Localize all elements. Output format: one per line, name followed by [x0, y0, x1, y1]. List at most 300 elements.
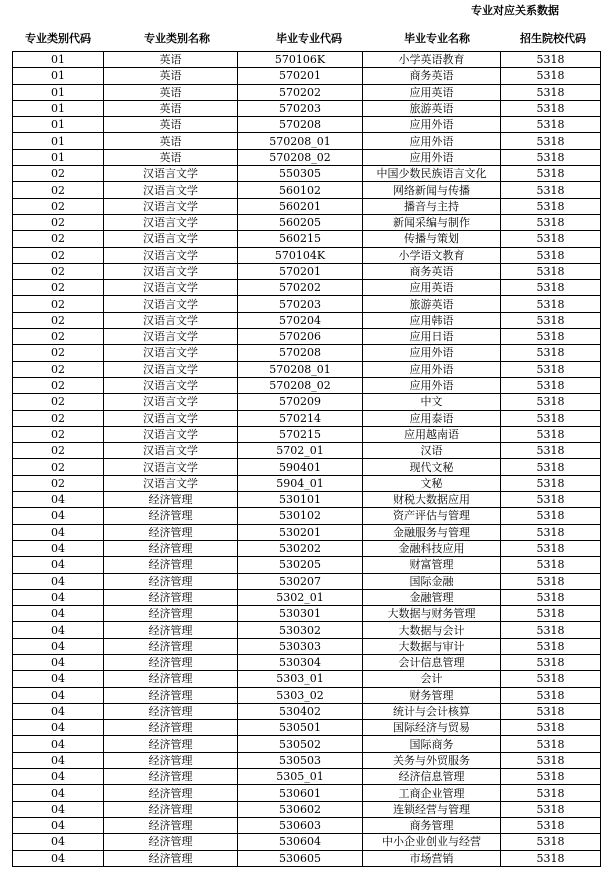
school-code-cell: 5318	[501, 606, 601, 622]
table-row	[13, 247, 601, 263]
school-code-cell: 5318	[501, 52, 601, 68]
school-code-cell: 5318	[501, 231, 601, 247]
major-name-cell: 旅游英语	[363, 296, 501, 312]
category-code-cell: 04	[13, 850, 104, 866]
major-name-cell: 财富管理	[363, 557, 501, 573]
category-code-cell: 04	[13, 817, 104, 833]
major-name-cell: 统计与会计核算	[363, 703, 501, 719]
school-code-cell: 5318	[501, 638, 601, 654]
table-row	[13, 329, 601, 345]
table-row	[13, 817, 601, 833]
category-code-cell: 01	[13, 149, 104, 165]
category-name-cell: 经济管理	[104, 801, 238, 817]
table-row	[13, 622, 601, 638]
school-code-cell: 5318	[501, 443, 601, 459]
school-code-cell: 5318	[501, 426, 601, 442]
category-name-cell: 经济管理	[104, 606, 238, 622]
major-code-cell: 530503	[238, 752, 363, 768]
category-name-cell: 经济管理	[104, 622, 238, 638]
category-code-cell: 04	[13, 508, 104, 524]
category-name-cell: 经济管理	[104, 638, 238, 654]
table-row	[13, 508, 601, 524]
category-name-cell: 汉语言文学	[104, 263, 238, 279]
category-code-cell: 02	[13, 394, 104, 410]
category-code-cell: 04	[13, 606, 104, 622]
table-row	[13, 263, 601, 279]
header-category-name: 专业类别名称	[144, 32, 210, 45]
category-name-cell: 汉语言文学	[104, 166, 238, 182]
major-name-cell: 商务英语	[363, 263, 501, 279]
category-name-cell: 英语	[104, 117, 238, 133]
major-name-cell: 大数据与财务管理	[363, 606, 501, 622]
table-row	[13, 720, 601, 736]
major-name-cell: 市场营销	[363, 850, 501, 866]
major-code-cell: 530202	[238, 540, 363, 556]
category-code-cell: 04	[13, 589, 104, 605]
category-name-cell: 汉语言文学	[104, 182, 238, 198]
category-code-cell: 04	[13, 540, 104, 556]
table-row	[13, 361, 601, 377]
major-code-cell: 570203	[238, 100, 363, 116]
category-name-cell: 英语	[104, 149, 238, 165]
major-name-cell: 商务英语	[363, 68, 501, 84]
major-name-cell: 汉语	[363, 443, 501, 459]
school-code-cell: 5318	[501, 475, 601, 491]
category-code-cell: 04	[13, 703, 104, 719]
major-code-cell: 530205	[238, 557, 363, 573]
table-row	[13, 149, 601, 165]
table-body	[13, 52, 601, 867]
major-code-cell: 5904_01	[238, 475, 363, 491]
table-row	[13, 850, 601, 866]
school-code-cell: 5318	[501, 345, 601, 361]
major-code-cell: 550305	[238, 166, 363, 182]
category-name-cell: 经济管理	[104, 850, 238, 866]
major-name-cell: 应用外语	[363, 149, 501, 165]
major-code-cell: 530102	[238, 508, 363, 524]
table-row	[13, 687, 601, 703]
major-name-cell: 大数据与审计	[363, 638, 501, 654]
category-name-cell: 经济管理	[104, 508, 238, 524]
major-code-cell: 530501	[238, 720, 363, 736]
major-code-cell: 530605	[238, 850, 363, 866]
category-code-cell: 04	[13, 687, 104, 703]
school-code-cell: 5318	[501, 720, 601, 736]
school-code-cell: 5318	[501, 133, 601, 149]
category-name-cell: 汉语言文学	[104, 394, 238, 410]
major-name-cell: 会计信息管理	[363, 654, 501, 670]
category-code-cell: 02	[13, 377, 104, 393]
category-name-cell: 汉语言文学	[104, 459, 238, 475]
major-name-cell: 应用外语	[363, 361, 501, 377]
school-code-cell: 5318	[501, 84, 601, 100]
school-code-cell: 5318	[501, 834, 601, 850]
school-code-cell: 5318	[501, 703, 601, 719]
major-name-cell: 应用外语	[363, 377, 501, 393]
major-code-cell: 570208	[238, 117, 363, 133]
category-code-cell: 02	[13, 475, 104, 491]
category-code-cell: 04	[13, 557, 104, 573]
table-row	[13, 117, 601, 133]
major-name-cell: 连锁经营与管理	[363, 801, 501, 817]
major-name-cell: 应用日语	[363, 329, 501, 345]
major-code-cell: 570203	[238, 296, 363, 312]
major-name-cell: 经济信息管理	[363, 769, 501, 785]
table-row	[13, 638, 601, 654]
major-name-cell: 财税大数据应用	[363, 492, 501, 508]
major-name-cell: 播音与主持	[363, 198, 501, 214]
major-code-cell: 570202	[238, 84, 363, 100]
table-row	[13, 231, 601, 247]
major-code-cell: 570106K	[238, 52, 363, 68]
table-row	[13, 198, 601, 214]
table-row	[13, 785, 601, 801]
table-row	[13, 312, 601, 328]
category-name-cell: 汉语言文学	[104, 410, 238, 426]
table-row	[13, 133, 601, 149]
category-code-cell: 04	[13, 671, 104, 687]
school-code-cell: 5318	[501, 394, 601, 410]
school-code-cell: 5318	[501, 785, 601, 801]
category-name-cell: 英语	[104, 84, 238, 100]
category-code-cell: 04	[13, 736, 104, 752]
school-code-cell: 5318	[501, 296, 601, 312]
table-row	[13, 573, 601, 589]
category-code-cell: 04	[13, 720, 104, 736]
category-code-cell: 01	[13, 117, 104, 133]
major-code-cell: 590401	[238, 459, 363, 475]
school-code-cell: 5318	[501, 492, 601, 508]
major-name-cell: 应用外语	[363, 133, 501, 149]
table-row	[13, 166, 601, 182]
category-code-cell: 02	[13, 345, 104, 361]
major-name-cell: 文秘	[363, 475, 501, 491]
category-name-cell: 经济管理	[104, 524, 238, 540]
category-name-cell: 汉语言文学	[104, 312, 238, 328]
major-code-cell: 530604	[238, 834, 363, 850]
school-code-cell: 5318	[501, 68, 601, 84]
table-row	[13, 606, 601, 622]
category-code-cell: 04	[13, 785, 104, 801]
major-name-cell: 国际金融	[363, 573, 501, 589]
major-code-cell: 530201	[238, 524, 363, 540]
table-row	[13, 377, 601, 393]
table-row	[13, 769, 601, 785]
category-code-cell: 01	[13, 84, 104, 100]
table-row	[13, 68, 601, 84]
major-name-cell: 小学英语教育	[363, 52, 501, 68]
major-code-cell: 530101	[238, 492, 363, 508]
table-row	[13, 52, 601, 68]
category-code-cell: 02	[13, 426, 104, 442]
category-code-cell: 04	[13, 801, 104, 817]
major-code-cell: 530302	[238, 622, 363, 638]
major-name-cell: 中小企业创业与经营	[363, 834, 501, 850]
major-name-cell: 应用韩语	[363, 312, 501, 328]
category-name-cell: 汉语言文学	[104, 361, 238, 377]
category-name-cell: 汉语言文学	[104, 214, 238, 230]
table-row	[13, 671, 601, 687]
major-code-cell: 560201	[238, 198, 363, 214]
school-code-cell: 5318	[501, 769, 601, 785]
major-code-cell: 570215	[238, 426, 363, 442]
table-row	[13, 394, 601, 410]
school-code-cell: 5318	[501, 557, 601, 573]
major-name-cell: 会计	[363, 671, 501, 687]
major-name-cell: 应用泰语	[363, 410, 501, 426]
category-code-cell: 04	[13, 654, 104, 670]
school-code-cell: 5318	[501, 850, 601, 866]
school-code-cell: 5318	[501, 540, 601, 556]
category-code-cell: 02	[13, 214, 104, 230]
school-code-cell: 5318	[501, 736, 601, 752]
school-code-cell: 5318	[501, 524, 601, 540]
major-name-cell: 传播与策划	[363, 231, 501, 247]
major-name-cell: 金融科技应用	[363, 540, 501, 556]
category-code-cell: 02	[13, 296, 104, 312]
table-row	[13, 182, 601, 198]
category-name-cell: 经济管理	[104, 492, 238, 508]
major-name-cell: 旅游英语	[363, 100, 501, 116]
school-code-cell: 5318	[501, 459, 601, 475]
school-code-cell: 5318	[501, 361, 601, 377]
header-major-name: 毕业专业名称	[404, 32, 470, 45]
table-row	[13, 475, 601, 491]
school-code-cell: 5318	[501, 817, 601, 833]
category-code-cell: 02	[13, 443, 104, 459]
major-name-cell: 应用英语	[363, 280, 501, 296]
school-code-cell: 5318	[501, 589, 601, 605]
major-name-cell: 应用越南语	[363, 426, 501, 442]
school-code-cell: 5318	[501, 377, 601, 393]
category-code-cell: 02	[13, 166, 104, 182]
category-name-cell: 经济管理	[104, 671, 238, 687]
school-code-cell: 5318	[501, 654, 601, 670]
table-row	[13, 736, 601, 752]
table-row	[13, 589, 601, 605]
major-code-cell: 570206	[238, 329, 363, 345]
major-name-cell: 应用外语	[363, 117, 501, 133]
category-name-cell: 经济管理	[104, 573, 238, 589]
category-name-cell: 汉语言文学	[104, 426, 238, 442]
major-name-cell: 应用英语	[363, 84, 501, 100]
category-code-cell: 02	[13, 231, 104, 247]
table-row	[13, 492, 601, 508]
category-code-cell: 04	[13, 524, 104, 540]
header-category-code: 专业类别代码	[25, 32, 91, 45]
table-row	[13, 834, 601, 850]
table-row	[13, 752, 601, 768]
header-school-code: 招生院校代码	[520, 32, 586, 45]
major-code-cell: 570209	[238, 394, 363, 410]
school-code-cell: 5318	[501, 117, 601, 133]
table-header	[10, 30, 598, 48]
category-code-cell: 04	[13, 769, 104, 785]
major-name-cell: 财务管理	[363, 687, 501, 703]
school-code-cell: 5318	[501, 687, 601, 703]
major-name-cell: 商务管理	[363, 817, 501, 833]
major-name-cell: 资产评估与管理	[363, 508, 501, 524]
major-code-cell: 570201	[238, 68, 363, 84]
major-code-cell: 530402	[238, 703, 363, 719]
category-name-cell: 英语	[104, 52, 238, 68]
category-code-cell: 02	[13, 410, 104, 426]
major-code-cell: 5302_01	[238, 589, 363, 605]
major-name-cell: 工商企业管理	[363, 785, 501, 801]
major-code-cell: 5303_02	[238, 687, 363, 703]
category-name-cell: 汉语言文学	[104, 443, 238, 459]
major-code-cell: 530601	[238, 785, 363, 801]
school-code-cell: 5318	[501, 149, 601, 165]
category-name-cell: 经济管理	[104, 654, 238, 670]
category-name-cell: 汉语言文学	[104, 280, 238, 296]
page-title: 专业对应关系数据	[471, 4, 559, 17]
school-code-cell: 5318	[501, 329, 601, 345]
category-name-cell: 经济管理	[104, 687, 238, 703]
major-name-cell: 应用外语	[363, 345, 501, 361]
category-name-cell: 经济管理	[104, 589, 238, 605]
category-code-cell: 01	[13, 68, 104, 84]
major-code-cell: 5305_01	[238, 769, 363, 785]
major-name-cell: 现代文秘	[363, 459, 501, 475]
category-code-cell: 01	[13, 52, 104, 68]
major-code-cell: 570214	[238, 410, 363, 426]
major-name-cell: 金融服务与管理	[363, 524, 501, 540]
major-code-cell: 570208_02	[238, 377, 363, 393]
major-name-cell: 中国少数民族语言文化	[363, 166, 501, 182]
category-code-cell: 04	[13, 573, 104, 589]
major-code-cell: 560205	[238, 214, 363, 230]
school-code-cell: 5318	[501, 312, 601, 328]
category-name-cell: 经济管理	[104, 736, 238, 752]
major-code-cell: 5702_01	[238, 443, 363, 459]
category-code-cell: 04	[13, 752, 104, 768]
category-code-cell: 04	[13, 834, 104, 850]
school-code-cell: 5318	[501, 410, 601, 426]
major-code-cell: 570202	[238, 280, 363, 296]
table-row	[13, 459, 601, 475]
table-row	[13, 801, 601, 817]
major-code-cell: 570208_01	[238, 133, 363, 149]
category-name-cell: 汉语言文学	[104, 345, 238, 361]
category-code-cell: 02	[13, 247, 104, 263]
major-name-cell: 大数据与会计	[363, 622, 501, 638]
major-name-cell: 新闻采编与制作	[363, 214, 501, 230]
major-code-cell: 570208	[238, 345, 363, 361]
school-code-cell: 5318	[501, 263, 601, 279]
major-code-cell: 530502	[238, 736, 363, 752]
category-code-cell: 02	[13, 263, 104, 279]
major-code-cell: 570208_02	[238, 149, 363, 165]
category-code-cell: 02	[13, 198, 104, 214]
category-code-cell: 02	[13, 312, 104, 328]
major-code-cell: 570201	[238, 263, 363, 279]
major-mapping-table	[12, 51, 601, 867]
major-code-cell: 530602	[238, 801, 363, 817]
category-code-cell: 04	[13, 638, 104, 654]
major-name-cell: 国际商务	[363, 736, 501, 752]
table-row	[13, 84, 601, 100]
category-code-cell: 01	[13, 133, 104, 149]
category-name-cell: 经济管理	[104, 769, 238, 785]
school-code-cell: 5318	[501, 280, 601, 296]
table-row	[13, 540, 601, 556]
major-code-cell: 530301	[238, 606, 363, 622]
category-name-cell: 汉语言文学	[104, 247, 238, 263]
table-row	[13, 296, 601, 312]
category-name-cell: 汉语言文学	[104, 296, 238, 312]
category-name-cell: 汉语言文学	[104, 198, 238, 214]
category-code-cell: 02	[13, 182, 104, 198]
major-code-cell: 570104K	[238, 247, 363, 263]
major-name-cell: 中文	[363, 394, 501, 410]
category-code-cell: 02	[13, 459, 104, 475]
school-code-cell: 5318	[501, 198, 601, 214]
school-code-cell: 5318	[501, 214, 601, 230]
major-code-cell: 530603	[238, 817, 363, 833]
school-code-cell: 5318	[501, 671, 601, 687]
school-code-cell: 5318	[501, 508, 601, 524]
category-name-cell: 汉语言文学	[104, 329, 238, 345]
school-code-cell: 5318	[501, 622, 601, 638]
table-row	[13, 280, 601, 296]
major-name-cell: 金融管理	[363, 589, 501, 605]
category-code-cell: 02	[13, 280, 104, 296]
category-name-cell: 经济管理	[104, 834, 238, 850]
category-code-cell: 04	[13, 492, 104, 508]
header-major-code: 毕业专业代码	[276, 32, 342, 45]
major-name-cell: 小学语文教育	[363, 247, 501, 263]
table-row	[13, 426, 601, 442]
category-name-cell: 汉语言文学	[104, 475, 238, 491]
category-code-cell: 04	[13, 622, 104, 638]
major-code-cell: 5303_01	[238, 671, 363, 687]
category-name-cell: 经济管理	[104, 752, 238, 768]
school-code-cell: 5318	[501, 166, 601, 182]
school-code-cell: 5318	[501, 247, 601, 263]
school-code-cell: 5318	[501, 100, 601, 116]
major-code-cell: 530303	[238, 638, 363, 654]
category-name-cell: 经济管理	[104, 557, 238, 573]
major-code-cell: 560102	[238, 182, 363, 198]
school-code-cell: 5318	[501, 752, 601, 768]
table-row	[13, 410, 601, 426]
table-row	[13, 557, 601, 573]
category-name-cell: 经济管理	[104, 817, 238, 833]
major-code-cell: 570204	[238, 312, 363, 328]
category-name-cell: 英语	[104, 68, 238, 84]
category-name-cell: 经济管理	[104, 703, 238, 719]
table-row	[13, 345, 601, 361]
category-code-cell: 01	[13, 100, 104, 116]
table-row	[13, 524, 601, 540]
school-code-cell: 5318	[501, 573, 601, 589]
category-name-cell: 经济管理	[104, 720, 238, 736]
school-code-cell: 5318	[501, 182, 601, 198]
table-row	[13, 443, 601, 459]
category-name-cell: 汉语言文学	[104, 377, 238, 393]
school-code-cell: 5318	[501, 801, 601, 817]
category-name-cell: 英语	[104, 133, 238, 149]
table-row	[13, 214, 601, 230]
category-name-cell: 英语	[104, 100, 238, 116]
category-code-cell: 02	[13, 329, 104, 345]
category-code-cell: 02	[13, 361, 104, 377]
table-row	[13, 100, 601, 116]
category-name-cell: 汉语言文学	[104, 231, 238, 247]
major-code-cell: 530304	[238, 654, 363, 670]
major-code-cell: 560215	[238, 231, 363, 247]
